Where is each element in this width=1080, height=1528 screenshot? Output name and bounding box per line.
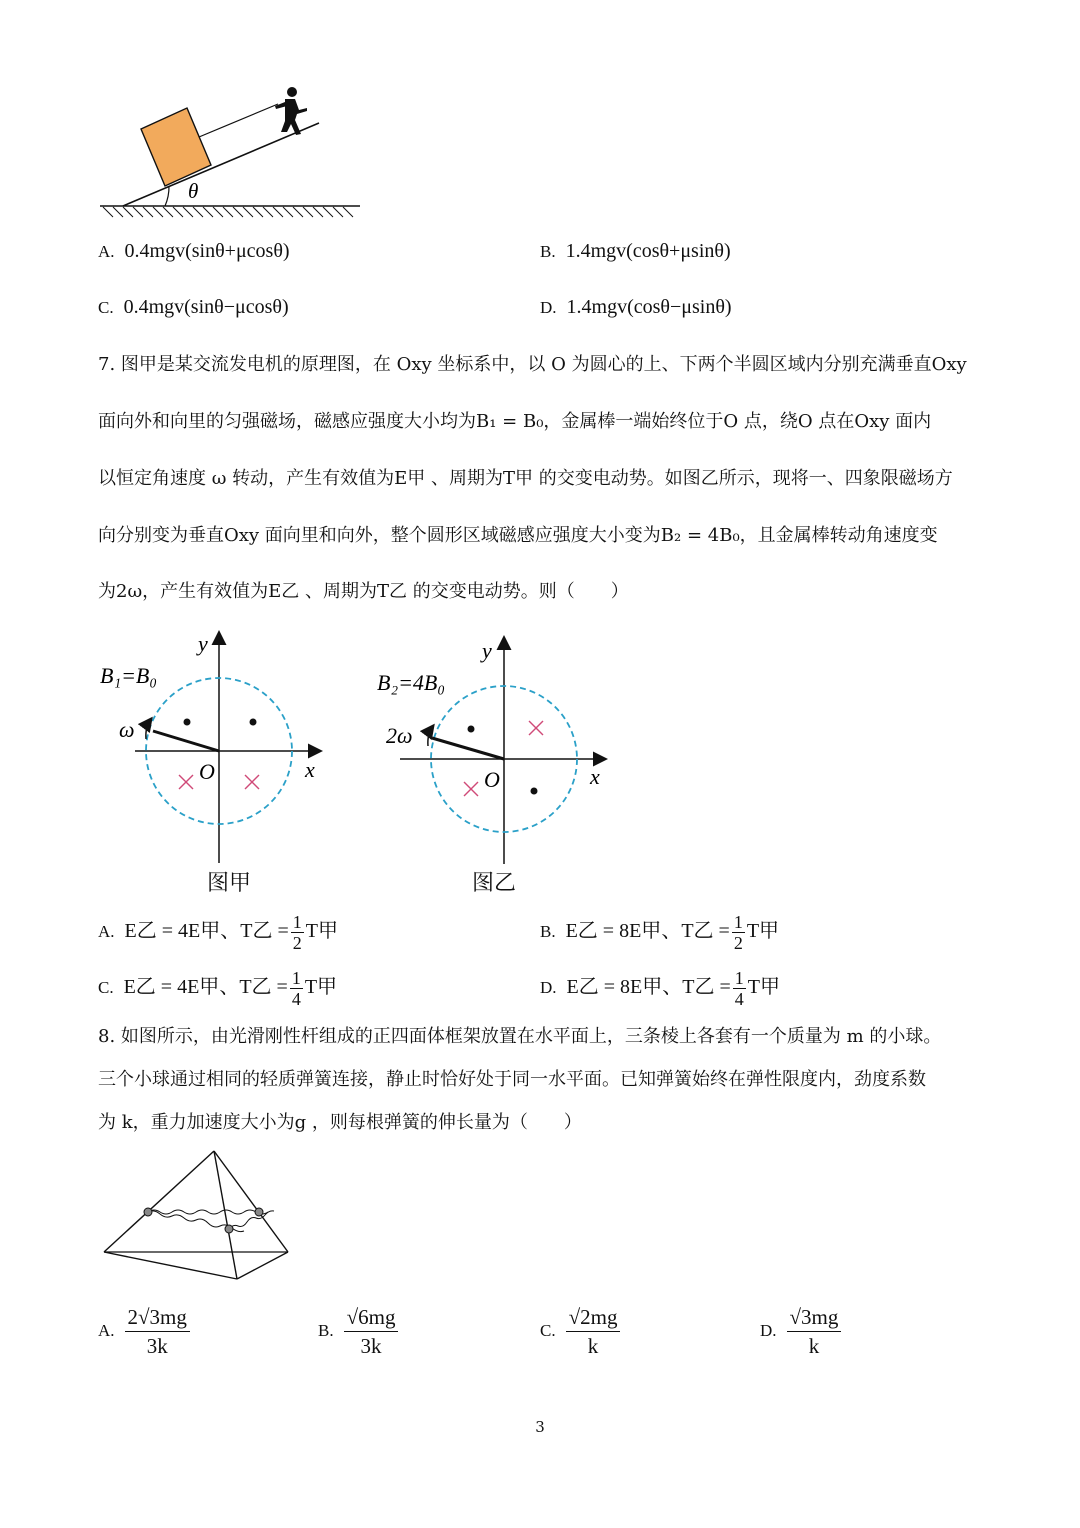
q7-line-5: 为2ω，产生有效值为E乙 、周期为T乙 的交变电动势。则（ ） (98, 581, 629, 602)
origin-label-jia: O (199, 759, 215, 784)
q8-line-3: 为 k，重力加速度大小为g ，则每根弹簧的伸长量为（ ） (98, 1112, 582, 1133)
tetrahedron-figure (98, 1145, 298, 1285)
q8-option-c[interactable]: C. $\frac{√2mg}{k}$ (540, 1300, 620, 1361)
q6-option-b-text: 1.4mgv(cosθ+μsinθ) (565, 240, 731, 262)
figure-jia (95, 625, 335, 865)
omega-label-jia: ω (119, 717, 135, 742)
q8-option-c-fraction: $\frac{√2mg}{k}$ (566, 1303, 621, 1360)
q8-option-d-fraction: $\frac{√3mg}{k}$ (787, 1303, 842, 1360)
q6-option-a-text: 0.4mgv(sinθ+μcosθ) (124, 240, 290, 262)
q6-option-a[interactable]: A. 0.4mgv(sinθ+μcosθ) (98, 240, 290, 262)
q7-option-a-fraction: $\frac{1}{2}$ (292, 911, 302, 953)
incline-figure (95, 80, 370, 225)
q7-line-1: 7. 图甲是某交流发电机的原理图，在 Oxy 坐标系中，以 O 为圆心的上、下两个半圆区域内分别充满垂直Oxy (98, 354, 967, 375)
origin-label-yi: O (484, 767, 500, 792)
q8-option-b-fraction: $\frac{√6mg}{3k}$ (344, 1303, 399, 1360)
q8-option-a-fraction: $\frac{2√3mg}{3k}$ (125, 1303, 190, 1360)
q6-option-b[interactable]: B. 1.4mgv(cosθ+μsinθ) (540, 240, 731, 262)
x-axis-label-jia: x (305, 757, 315, 782)
q8-option-a[interactable]: A. $\frac{2√3mg}{3k}$ (98, 1300, 190, 1361)
q7-option-c-fraction: $\frac{1}{4}$ (291, 967, 301, 1009)
caption-yi: 图乙 (472, 871, 517, 896)
q8-line-2: 三个小球通过相同的轻质弹簧连接，静止时恰好处于同一水平面。已知弹簧始终在弹性限度内，劲度系数 (98, 1069, 926, 1090)
field-label-yi: B₂=4B₀ (377, 670, 446, 695)
field-label-jia: B₁=B₀ (100, 663, 158, 688)
y-axis-label-jia: y (198, 631, 208, 656)
q7-option-d[interactable]: D. E乙 = 8E甲、T乙 = $\frac{1}{4}$ T甲 (540, 967, 780, 1009)
y-axis-label-yi: y (482, 638, 492, 663)
omega-label-yi: 2ω (386, 723, 413, 748)
q7-line-3: 以恒定角速度 ω 转动，产生有效值为E甲 、周期为T甲 的交变电动势。如图乙所示，现将一、四象限磁场方 (98, 468, 953, 489)
q7-line-2: 面向外和向里的匀强磁场，磁感应强度大小均为B₁ = B₀，金属棒一端始终位于O 点，绕O 点在Oxy 面内 (98, 411, 932, 432)
q7-option-a[interactable]: A. E乙 = 4E甲、T乙 = $\frac{1}{2}$ T甲 (98, 911, 338, 953)
q6-option-c-text: 0.4mgv(sinθ−μcosθ) (123, 296, 289, 318)
q7-option-b[interactable]: B. E乙 = 8E甲、T乙 = $\frac{1}{2}$ T甲 (540, 911, 780, 953)
q6-option-d[interactable]: D. 1.4mgv(cosθ−μsinθ) (540, 296, 732, 318)
q7-option-d-fraction: $\frac{1}{4}$ (734, 967, 744, 1009)
page-number: 3 (535, 1418, 545, 1436)
angle-theta-label: θ (188, 179, 199, 203)
figure-yi (372, 632, 612, 872)
q6-option-c[interactable]: C. 0.4mgv(sinθ−μcosθ) (98, 296, 289, 318)
q8-option-b[interactable]: B. $\frac{√6mg}{3k}$ (318, 1300, 398, 1361)
q8-option-d[interactable]: D. $\frac{√3mg}{k}$ (760, 1300, 841, 1361)
q7-option-c[interactable]: C. E乙 = 4E甲、T乙 = $\frac{1}{4}$ T甲 (98, 967, 338, 1009)
x-axis-label-yi: x (590, 764, 600, 789)
q7-line-4: 向分别变为垂直Oxy 面向里和向外，整个圆形区域磁感应强度大小变为B₂ = 4B₀，且金属棒转动角速度变 (98, 525, 938, 546)
q7-option-b-fraction: $\frac{1}{2}$ (733, 911, 743, 953)
caption-jia: 图甲 (207, 871, 252, 896)
q8-line-1: 8. 如图所示，由光滑刚性杆组成的正四面体框架放置在水平面上，三条棱上各套有一个质量为 m 的小球。 (98, 1026, 942, 1047)
q6-option-d-text: 1.4mgv(cosθ−μsinθ) (566, 296, 732, 318)
